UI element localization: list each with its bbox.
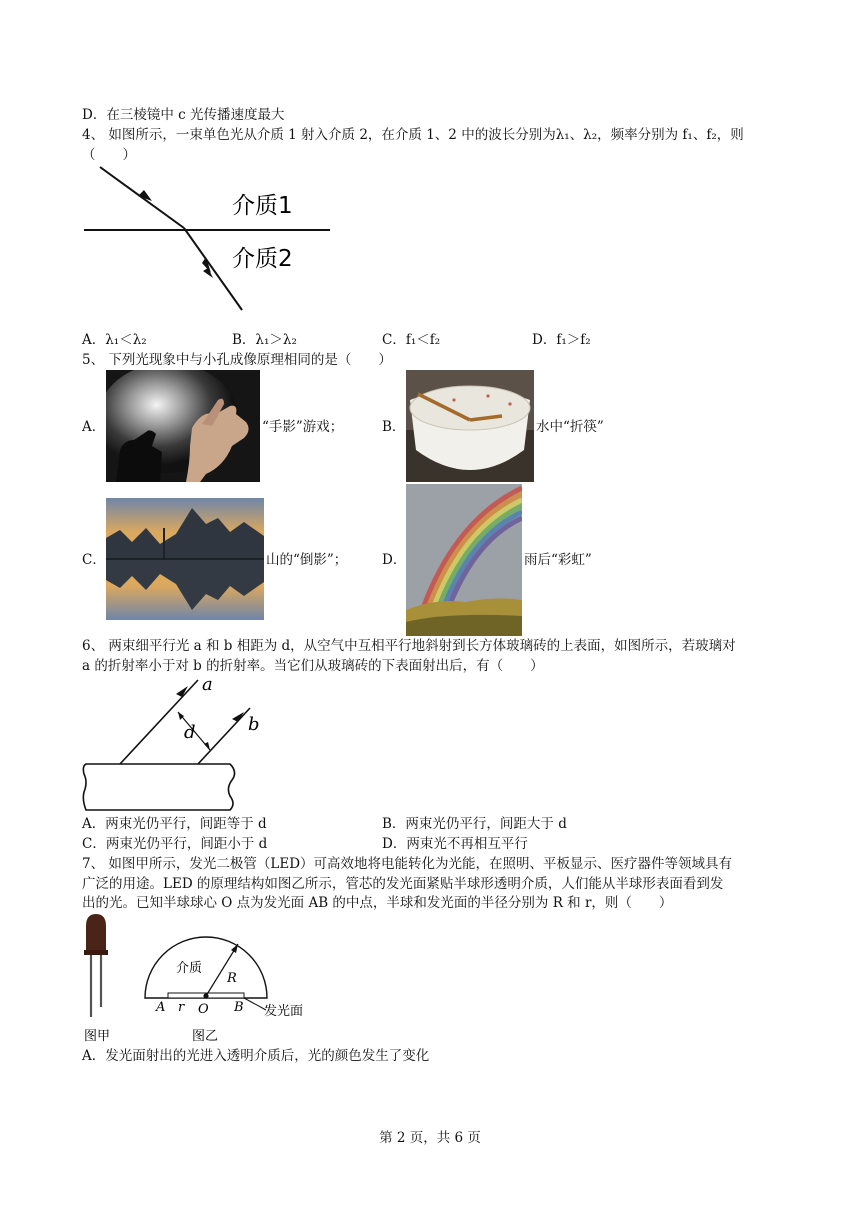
q4-option-c: C．f₁＜f₂ [382, 332, 441, 348]
radius-R-label: R [227, 971, 237, 986]
q4-option-d: D．f₁＞f₂ [532, 332, 591, 348]
distance-d-label: d [184, 722, 196, 743]
q6-option-a: A．两束光仍平行，间距等于 d [82, 816, 267, 832]
q5-option-a-caption: “手影”游戏； [262, 419, 344, 435]
medium1-label: 介质1 [232, 193, 293, 219]
q5-option-c-letter: C． [82, 552, 106, 568]
center-O-label: O [198, 1002, 209, 1017]
q6-option-d: D．两束光不再相互平行 [382, 836, 528, 852]
point-B-label: B [234, 1000, 244, 1015]
figure-b-label: 图乙 [192, 1029, 219, 1044]
q5-option-b-caption: 水中“折筷” [536, 419, 604, 435]
q7-stem-line3: 出的光。已知半球球心 O 点为发光面 AB 的中点，半球和发光面的半径分别为 R 和 r，则（ ） [82, 895, 673, 911]
q7-stem-line1: 7、 如图甲所示，发光二极管（LED）可高效地将电能转化为光能，在照明、平板显示、医疗器件等领域具有 [82, 856, 733, 872]
medium-label: 介质 [176, 961, 203, 976]
q4-refraction-diagram [82, 160, 342, 315]
q5-option-c-caption: 山的“倒影”； [266, 552, 348, 568]
q3-option-d: D．在三棱镜中 c 光传播速度最大 [82, 107, 285, 123]
q5-option-d-letter: D． [382, 552, 407, 568]
ray-a-label: a [202, 674, 213, 695]
q5-option-d-caption: 雨后“彩虹” [524, 552, 592, 568]
q6-glass-block-diagram [80, 674, 260, 814]
emitting-surface-label: 发光面 [264, 1004, 304, 1019]
q7-stem-line2: 广泛的用途。LED 的原理结构如图乙所示，管芯的发光面紧贴半球形透明介质，人们能从半球形表面看到发 [82, 876, 724, 892]
q6-option-c: C．两束光仍平行，间距小于 d [82, 836, 268, 852]
bent-chopstick-photo [406, 370, 534, 482]
q7-led-diagram [80, 912, 320, 1047]
mountain-reflection-photo [106, 498, 264, 620]
q5-option-b-letter: B． [382, 419, 406, 435]
radius-r-label: r [178, 1000, 185, 1015]
figure-a-label: 图甲 [84, 1029, 111, 1044]
medium2-label: 介质2 [232, 246, 293, 272]
page-footer: 第 2 页，共 6 页 [379, 1130, 481, 1146]
q6-stem-line2: a 的折射率小于对 b 的折射率。当它们从玻璃砖的下表面射出后，有（ ） [82, 658, 544, 674]
q4-option-a: A．λ₁＜λ₂ [82, 332, 147, 348]
ray-b-label: b [248, 714, 260, 735]
q5-option-a-letter: A． [82, 419, 106, 435]
q6-stem-line1: 6、 两束细平行光 a 和 b 相距为 d，从空气中互相平行地斜射到长方体玻璃砖的上表面，如图所示，若玻璃对 [82, 638, 736, 654]
q4-stem-line1: 4、 如图所示，一束单色光从介质 1 射入介质 2，在介质 1、2 中的波长分别为λ₁、λ₂，频率分别为 f₁、f₂，则 [82, 127, 744, 143]
q5-stem: 5、 下列光现象中与小孔成像原理相同的是（ ） [82, 352, 392, 368]
q6-option-b: B．两束光仍平行，间距大于 d [382, 816, 567, 832]
q4-option-b: B．λ₁＞λ₂ [232, 332, 297, 348]
q7-option-a: A．发光面射出的光进入透明介质后，光的颜色发生了变化 [82, 1048, 430, 1064]
q4-stem-line2: （ ） [82, 147, 136, 163]
rainbow-photo [406, 484, 522, 636]
point-A-label: A [156, 1000, 166, 1015]
hand-shadow-photo [106, 370, 260, 482]
